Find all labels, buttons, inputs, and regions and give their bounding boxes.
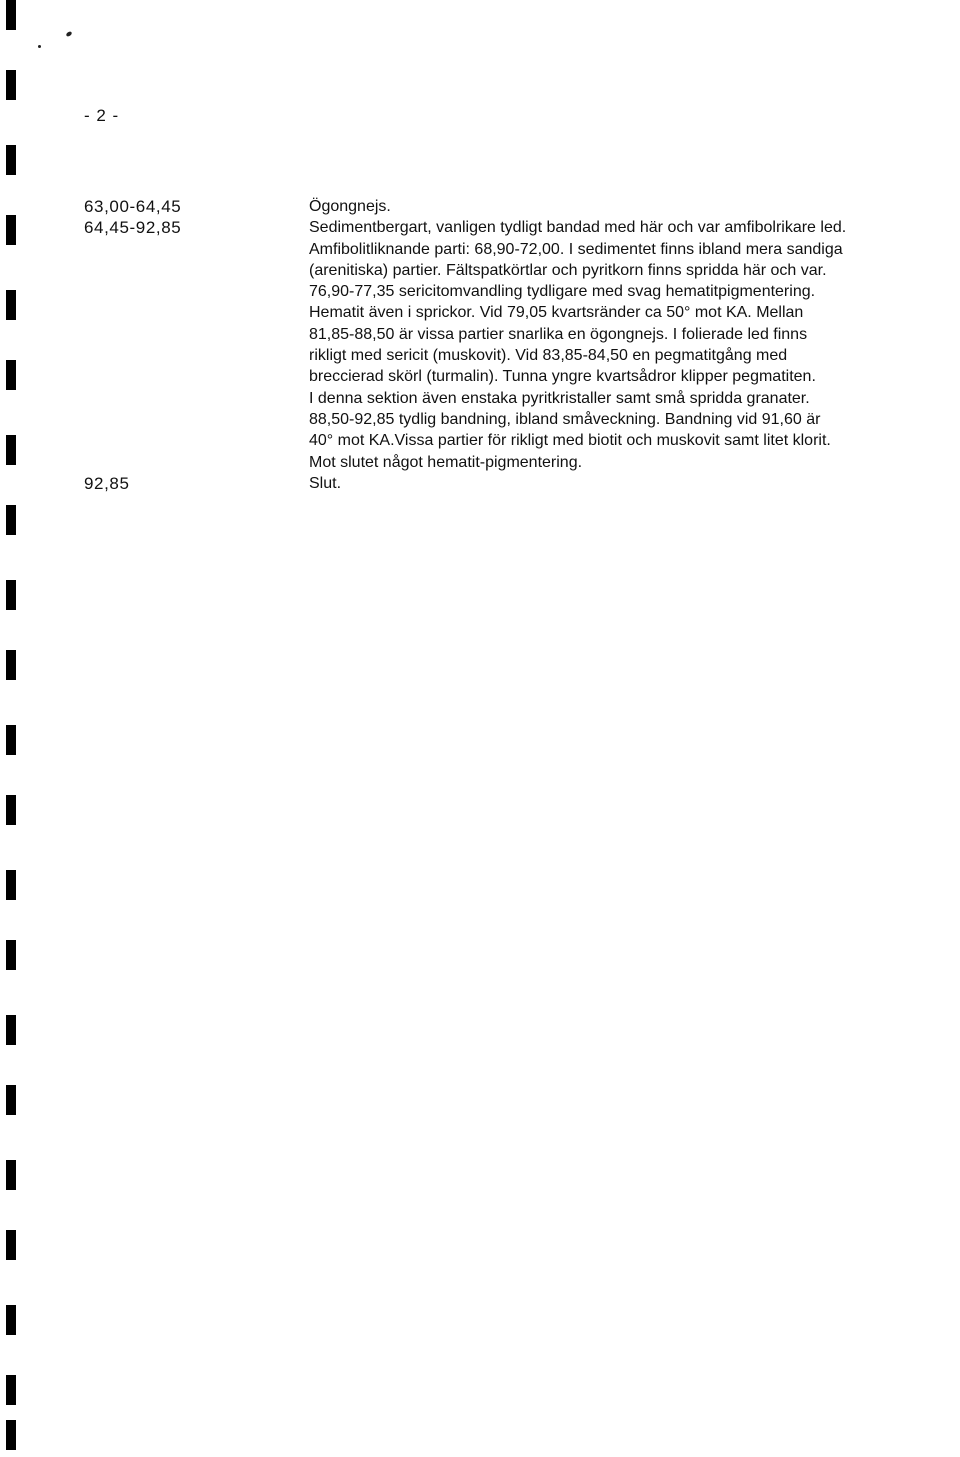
binding-mark <box>6 1230 16 1260</box>
scan-speck <box>65 31 72 38</box>
binding-marks <box>0 0 24 1457</box>
entry-description <box>309 473 341 494</box>
description-line: (arenitiska) partier. Fältspatkörtlar och pyritkorn finns spridda här och var. <box>309 261 827 279</box>
binding-mark <box>6 795 16 825</box>
depth-interval: 64,45-92,85 <box>84 218 182 238</box>
binding-mark <box>6 580 16 610</box>
description-line: rikligt med sericit (muskovit). Vid 83,85-84,50 en pegmatitgång med <box>309 347 788 365</box>
binding-mark <box>6 725 16 755</box>
binding-mark <box>6 870 16 900</box>
description-line: I denna sektion även enstaka pyritkristaller samt små spridda granater. <box>309 389 810 407</box>
binding-mark <box>6 1305 16 1335</box>
description-line: 76,90-77,35 sericitomvandling tydligare med svag hematitpigmentering. <box>309 283 816 301</box>
description-line: 40° mot KA.Vissa partier för rikligt med biotit och muskovit samt litet klorit. <box>309 432 831 450</box>
binding-mark <box>6 1375 16 1405</box>
description-line: Hematit även i sprickor. Vid 79,05 kvartsränder ca 50° mot KA. Mellan <box>309 304 804 322</box>
drill-log <box>84 196 960 494</box>
log-entry <box>84 196 960 217</box>
log-entry <box>84 217 960 473</box>
depth-interval: 92,85 <box>84 473 130 493</box>
binding-mark <box>6 215 16 245</box>
entry-description <box>309 196 391 217</box>
description-line: Ögongnejs. <box>309 198 391 215</box>
binding-mark <box>6 1015 16 1045</box>
entry-description <box>309 217 846 473</box>
binding-mark <box>6 70 16 100</box>
description-line: 88,50-92,85 tydlig bandning, ibland småveckning. Bandning vid 91,60 är <box>309 410 821 428</box>
description-line: Amfibolitliknande parti: 68,90-72,00. I sedimentet finns ibland mera sandiga <box>309 240 843 258</box>
description-line: Mot slutet något hematit-pigmentering. <box>309 453 583 471</box>
description-line: Slut. <box>309 474 342 492</box>
binding-mark <box>6 1420 16 1450</box>
scan-speck <box>38 45 41 48</box>
binding-mark <box>6 0 16 30</box>
page-number: - 2 - <box>84 106 120 125</box>
binding-mark <box>6 650 16 680</box>
description-line: Sedimentbergart, vanligen tydligt bandad med här och var amfibolrikare led. <box>309 219 847 237</box>
binding-mark <box>6 290 16 320</box>
description-line: breccierad skörl (turmalin). Tunna yngre kvartsådror klipper pegmatiten. <box>309 368 816 386</box>
binding-mark <box>6 1085 16 1115</box>
log-entry <box>84 473 960 494</box>
binding-mark <box>6 505 16 535</box>
binding-mark <box>6 1160 16 1190</box>
binding-mark <box>6 435 16 465</box>
binding-mark <box>6 360 16 390</box>
description-line: 81,85-88,50 är vissa partier snarlika en ögongnejs. I folierade led finns <box>309 325 808 343</box>
depth-interval: 63,00-64,45 <box>84 197 182 216</box>
binding-mark <box>6 940 16 970</box>
binding-mark <box>6 145 16 175</box>
